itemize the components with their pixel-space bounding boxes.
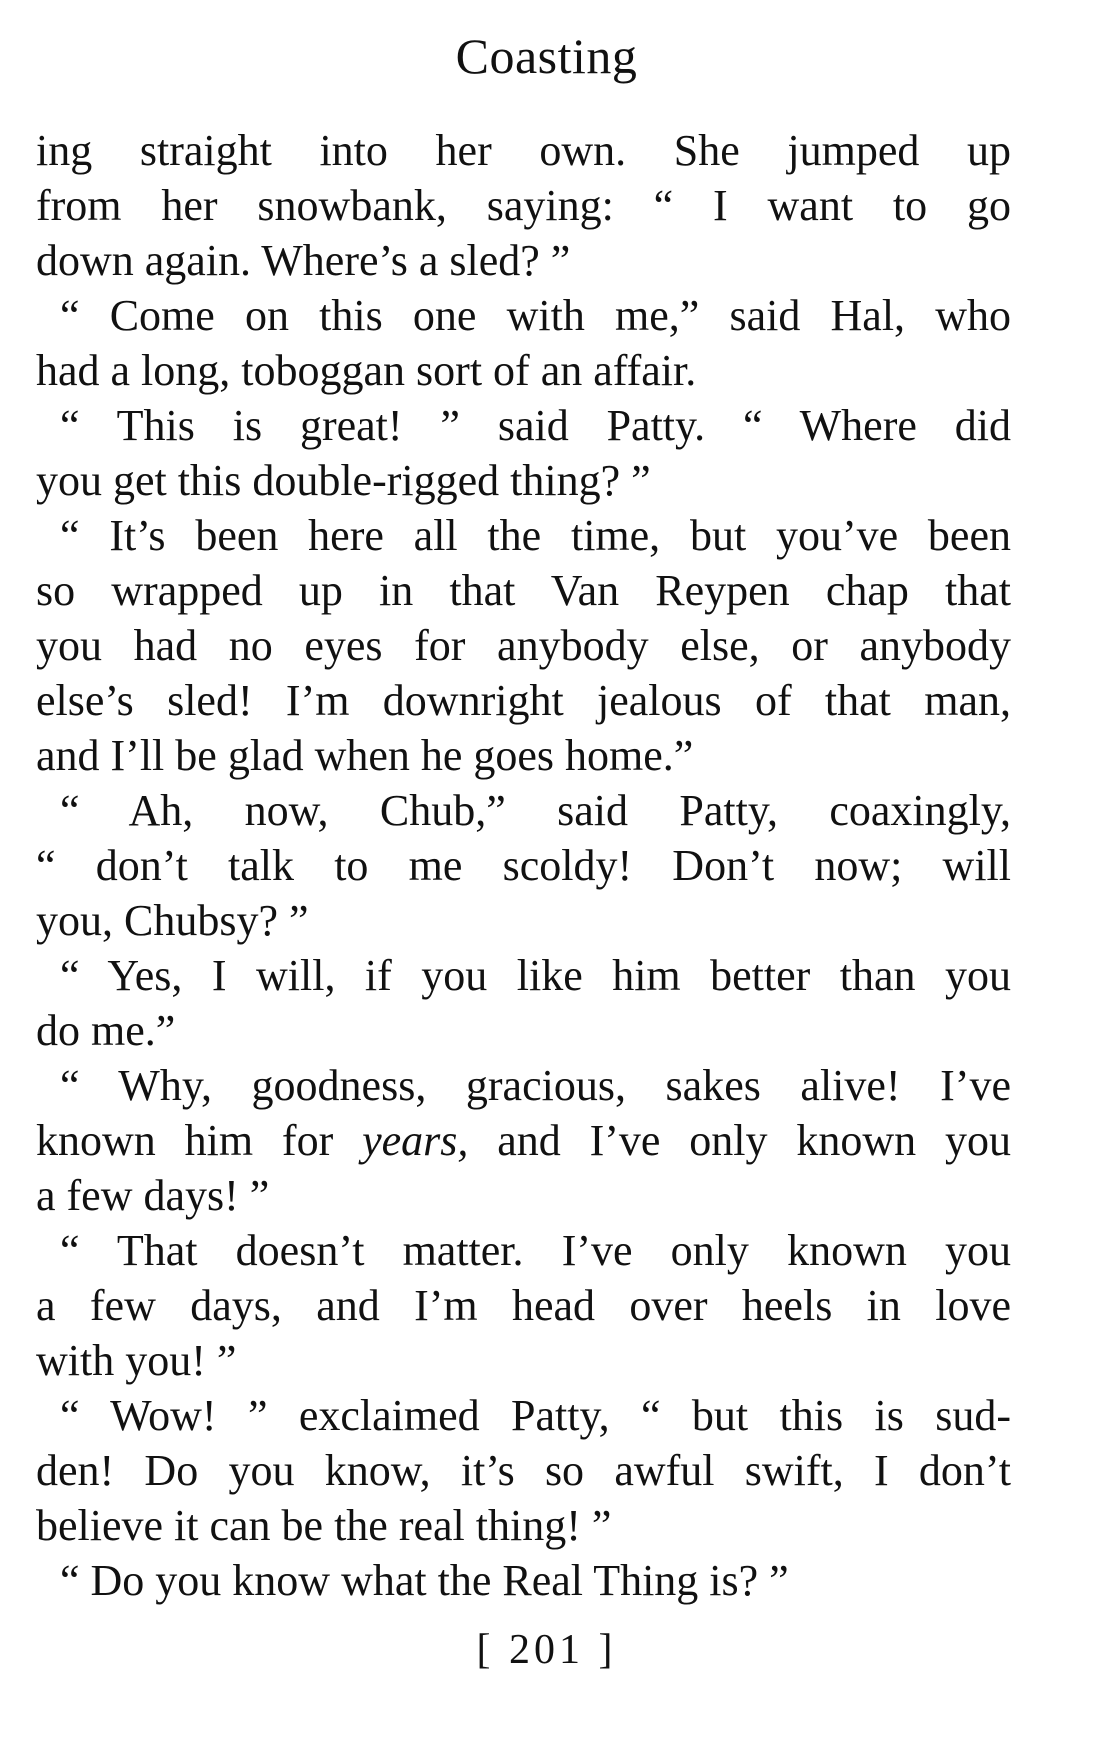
text-line (36, 893, 1011, 948)
line-text: with you! ” (36, 1336, 237, 1385)
line-text: you get this double-rigged thing? ” (36, 456, 651, 505)
line-text: else’s sled! I’m downright jealous of that man, (36, 676, 1011, 725)
line-text: “ Wow! ” exclaimed Patty, “ but this is sud- (60, 1391, 1011, 1440)
line-text: had a long, toboggan sort of an affair. (36, 346, 697, 395)
running-head: Coasting (455, 28, 638, 84)
line-text: “ It’s been here all the time, but you’ve been (60, 511, 1011, 560)
text-line (36, 673, 1011, 728)
line-text: you had no eyes for anybody else, or anybody (36, 621, 1011, 670)
line-text: do me.” (36, 1006, 176, 1055)
page-number: [ 201 ] (476, 1627, 617, 1673)
text-line (36, 1278, 1011, 1333)
text-line (36, 453, 1011, 508)
text-line (36, 1388, 1011, 1443)
text-line (36, 1223, 1011, 1278)
line-text: “ Yes, I will, if you like him better than you (60, 951, 1011, 1000)
line-text: from her snowbank, saying: “ I want to go (36, 181, 1011, 230)
line-text: “ Why, goodness, gracious, sakes alive! I’ve (60, 1061, 1011, 1110)
text-line (36, 1058, 1011, 1113)
text-line (36, 783, 1011, 838)
text-line (36, 563, 1011, 618)
line-text: “ don’t talk to me scoldy! Don’t now; will (36, 841, 1011, 890)
line-text: and I’ll be glad when he goes home.” (36, 731, 694, 780)
text-line (36, 1498, 1011, 1553)
line-text: a few days, and I’m head over heels in love (36, 1281, 1011, 1330)
line-text: and I’ve only known you (468, 1116, 1011, 1165)
line-text: “ This is great! ” said Patty. “ Where did (60, 401, 1011, 450)
italic-text: years, (362, 1116, 469, 1165)
line-text: “ Do you know what the Real Thing is? ” (60, 1556, 789, 1605)
text-line (36, 1443, 1011, 1498)
line-text: a few days! ” (36, 1171, 270, 1220)
line-text: you, Chubsy? ” (36, 896, 309, 945)
line-text: “ Come on this one with me,” said Hal, who (60, 291, 1011, 340)
text-line (36, 1168, 1011, 1223)
text-line (36, 178, 1011, 233)
line-text: den! Do you know, it’s so awful swift, I don’t (36, 1446, 1011, 1495)
text-line (36, 123, 1011, 178)
line-text: down again. Where’s a sled? ” (36, 236, 571, 285)
text-line (36, 948, 1011, 1003)
body-text (36, 123, 1011, 1608)
line-text: “ That doesn’t matter. I’ve only known you (60, 1226, 1011, 1275)
text-line (36, 508, 1011, 563)
text-line (36, 728, 1011, 783)
text-line (36, 838, 1011, 893)
line-text: known him for (36, 1116, 363, 1165)
text-line (36, 343, 1011, 398)
text-line (36, 1113, 1011, 1168)
text-line (36, 1333, 1011, 1388)
text-line (36, 288, 1011, 343)
line-text: ing straight into her own. She jumped up (36, 126, 1011, 175)
text-line (36, 1553, 1011, 1608)
text-line (36, 1003, 1011, 1058)
text-line (36, 618, 1011, 673)
line-text: believe it can be the real thing! ” (36, 1501, 612, 1550)
text-line (36, 233, 1011, 288)
line-text: “ Ah, now, Chub,” said Patty, coaxingly, (60, 786, 1011, 835)
line-text: so wrapped up in that Van Reypen chap that (36, 566, 1011, 615)
text-line (36, 398, 1011, 453)
